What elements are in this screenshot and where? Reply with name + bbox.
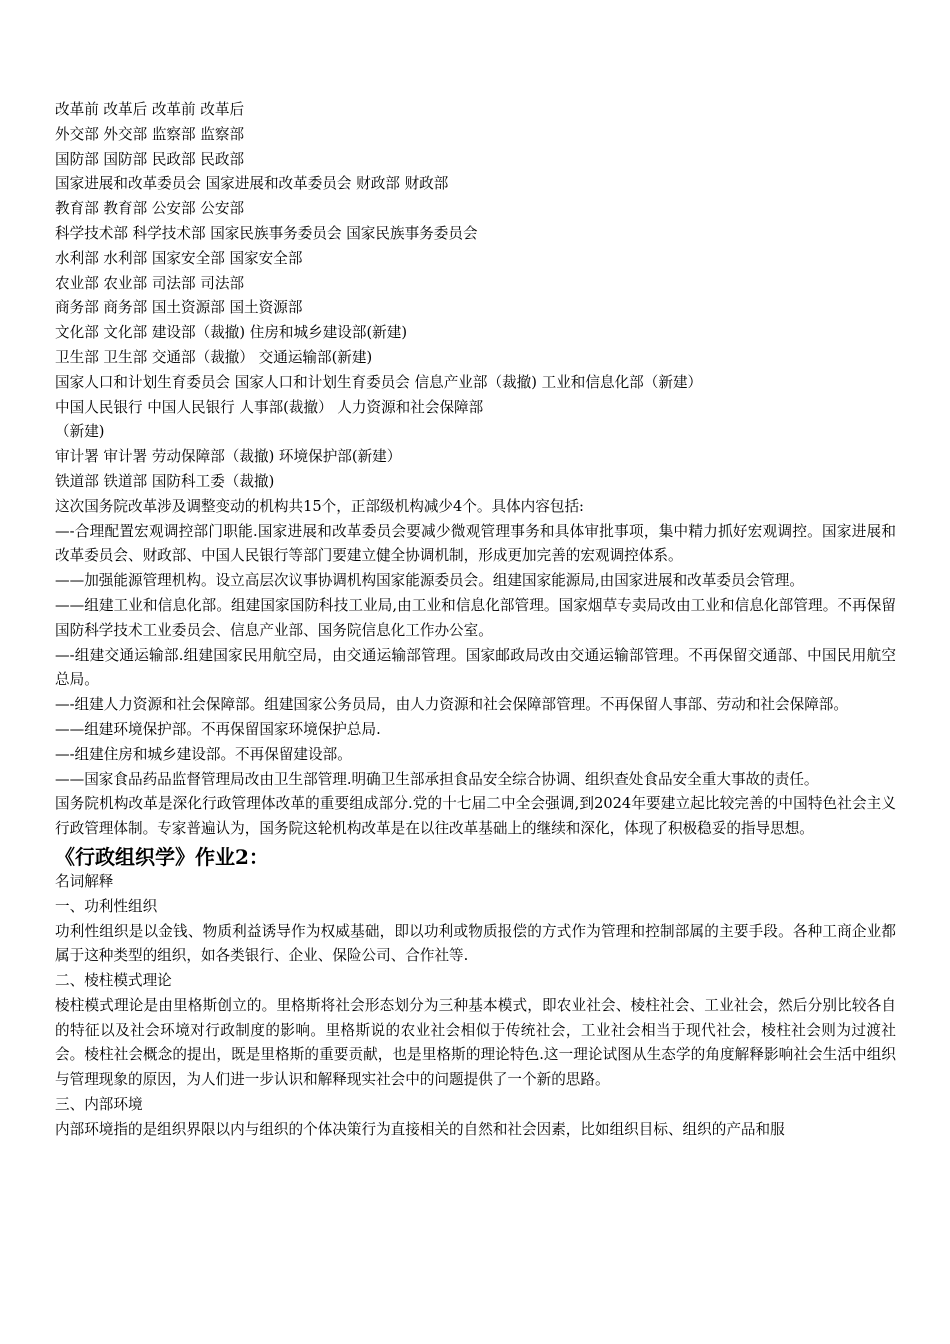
table-row: 外交部 外交部 监察部 监察部 — [55, 125, 245, 143]
table-row: 国家人口和计划生育委员会 国家人口和计划生育委员会 信息产业部（裁撤) 工业和信息化部（新建） — [55, 373, 703, 391]
table-row: 文化部 文化部 建设部（裁撤) 住房和城乡建设部(新建) — [55, 324, 408, 342]
table-row: （新建) — [55, 423, 105, 441]
table-row: 审计署 审计署 劳动保障部（裁撤) 环境保护部(新建） — [55, 448, 402, 466]
table-row: 卫生部 卫生部 交通部（裁撤） 交通运输部(新建) — [55, 348, 373, 366]
paragraph: 这次国务院改革涉及调整变动的机构共15个，正部级机构减少4个。具体内容包括: — [55, 497, 584, 515]
paragraph: 国务院机构改革是深化行政管理体改革的重要组成部分.党的十七届二中全会强调,到2024年要建立起比较完善的中国特色社会主义行政管理体制。专家普遍认为，国务院这轮机构改革是在以往改革基础上的继续和深化，体现了积极稳妥的指导思想。 — [55, 795, 896, 838]
assignment-heading: 《行政组织学》作业2： — [55, 844, 269, 869]
table-row: 中国人民银行 中国人民银行 人事部(裁撤） 人力资源和社会保障部 — [55, 398, 484, 416]
section-label: 名词解释 — [55, 872, 114, 890]
table-row: 商务部 商务部 国土资源部 国土资源部 — [55, 299, 303, 317]
paragraph: ——组建工业和信息化部。组建国家国防科技工业局,由工业和信息化部管理。国家烟草专卖局改由工业和信息化部管理。不再保留国防科学技术工业委员会、信息产业部、国务院信息化工作办公室。 — [55, 596, 896, 639]
paragraph: ——组建环境保护部。不再保留国家环境保护总局. — [55, 720, 381, 738]
table-row: 国家进展和改革委员会 国家进展和改革委员会 财政部 财政部 — [55, 175, 449, 193]
term-body: 棱柱模式理论是由里格斯创立的。里格斯将社会形态划分为三种基本模式，即农业社会、棱柱社会、工业社会，然后分别比较各自的特征以及社会环境对行政制度的影响。里格斯说的农业社会相似于传统社会，工业社会相当于现代社会，棱柱社会则为过渡社会。棱柱社会概念的提出，既是里格斯的重要贡献，也是里格斯的理论特色.这一理论试图从生态学的角度解释影响社会生活中组织与管理现象的原因，为人们进一步认识和解释现实社会中的问题提供了一个新的思路。 — [55, 996, 896, 1089]
reform-content — [55, 495, 896, 842]
term-title: 三、内部环境 — [55, 1096, 143, 1114]
term-definitions — [55, 895, 896, 1143]
paragraph: ——国家食品药品监督管理局改由卫生部管理.明确卫生部承担食品安全综合协调、组织查处食品安全重大事故的责任。 — [55, 770, 819, 788]
paragraph: —-组建交通运输部.组建国家民用航空局，由交通运输部管理。国家邮政局改由交通运输部管理。不再保留交通部、中国民用航空总局。 — [55, 646, 896, 689]
term-title: 一、功利性组织 — [55, 897, 158, 915]
reform-table — [55, 98, 896, 495]
term-body: 功利性组织是以金钱、物质利益诱导作为权威基础，即以功利或物质报偿的方式作为管理和控制部属的主要手段。各种工商企业都属于这种类型的组织，如各类银行、企业、保险公司、合作社等. — [55, 922, 896, 965]
table-row: 水利部 水利部 国家安全部 国家安全部 — [55, 249, 303, 267]
table-row: 铁道部 铁道部 国防科工委（裁撤) — [55, 472, 275, 490]
paragraph: —-组建住房和城乡建设部。不再保留建设部。 — [55, 745, 352, 763]
table-row: 教育部 教育部 公安部 公安部 — [55, 200, 245, 218]
paragraph: ——加强能源管理机构。设立高层次议事协调机构国家能源委员会。组建国家能源局,由国家进展和改革委员会管理。 — [55, 572, 804, 590]
table-row: 农业部 农业部 司法部 司法部 — [55, 274, 245, 292]
table-row: 改革前 改革后 改革前 改革后 — [55, 101, 245, 118]
table-row: 国防部 国防部 民政部 民政部 — [55, 150, 245, 168]
paragraph: —-组建人力资源和社会保障部。组建国家公务员局，由人力资源和社会保障部管理。不再保留人事部、劳动和社会保障部。 — [55, 696, 848, 714]
term-title: 二、棱柱模式理论 — [55, 972, 172, 990]
paragraph: —-合理配置宏观调控部门职能.国家进展和改革委员会要减少微观管理事务和具体审批事项，集中精力抓好宏观调控。国家进展和改革委员会、财政部、中国人民银行等部门要建立健全协调机制，形成更加完善的宏观调控体系。 — [55, 522, 896, 565]
term-body: 内部环境指的是组织界限以内与组织的个体决策行为直接相关的自然和社会因素，比如组织目标、组织的产品和服 — [55, 1120, 785, 1138]
table-row: 科学技术部 科学技术部 国家民族事务委员会 国家民族事务委员会 — [55, 224, 478, 242]
